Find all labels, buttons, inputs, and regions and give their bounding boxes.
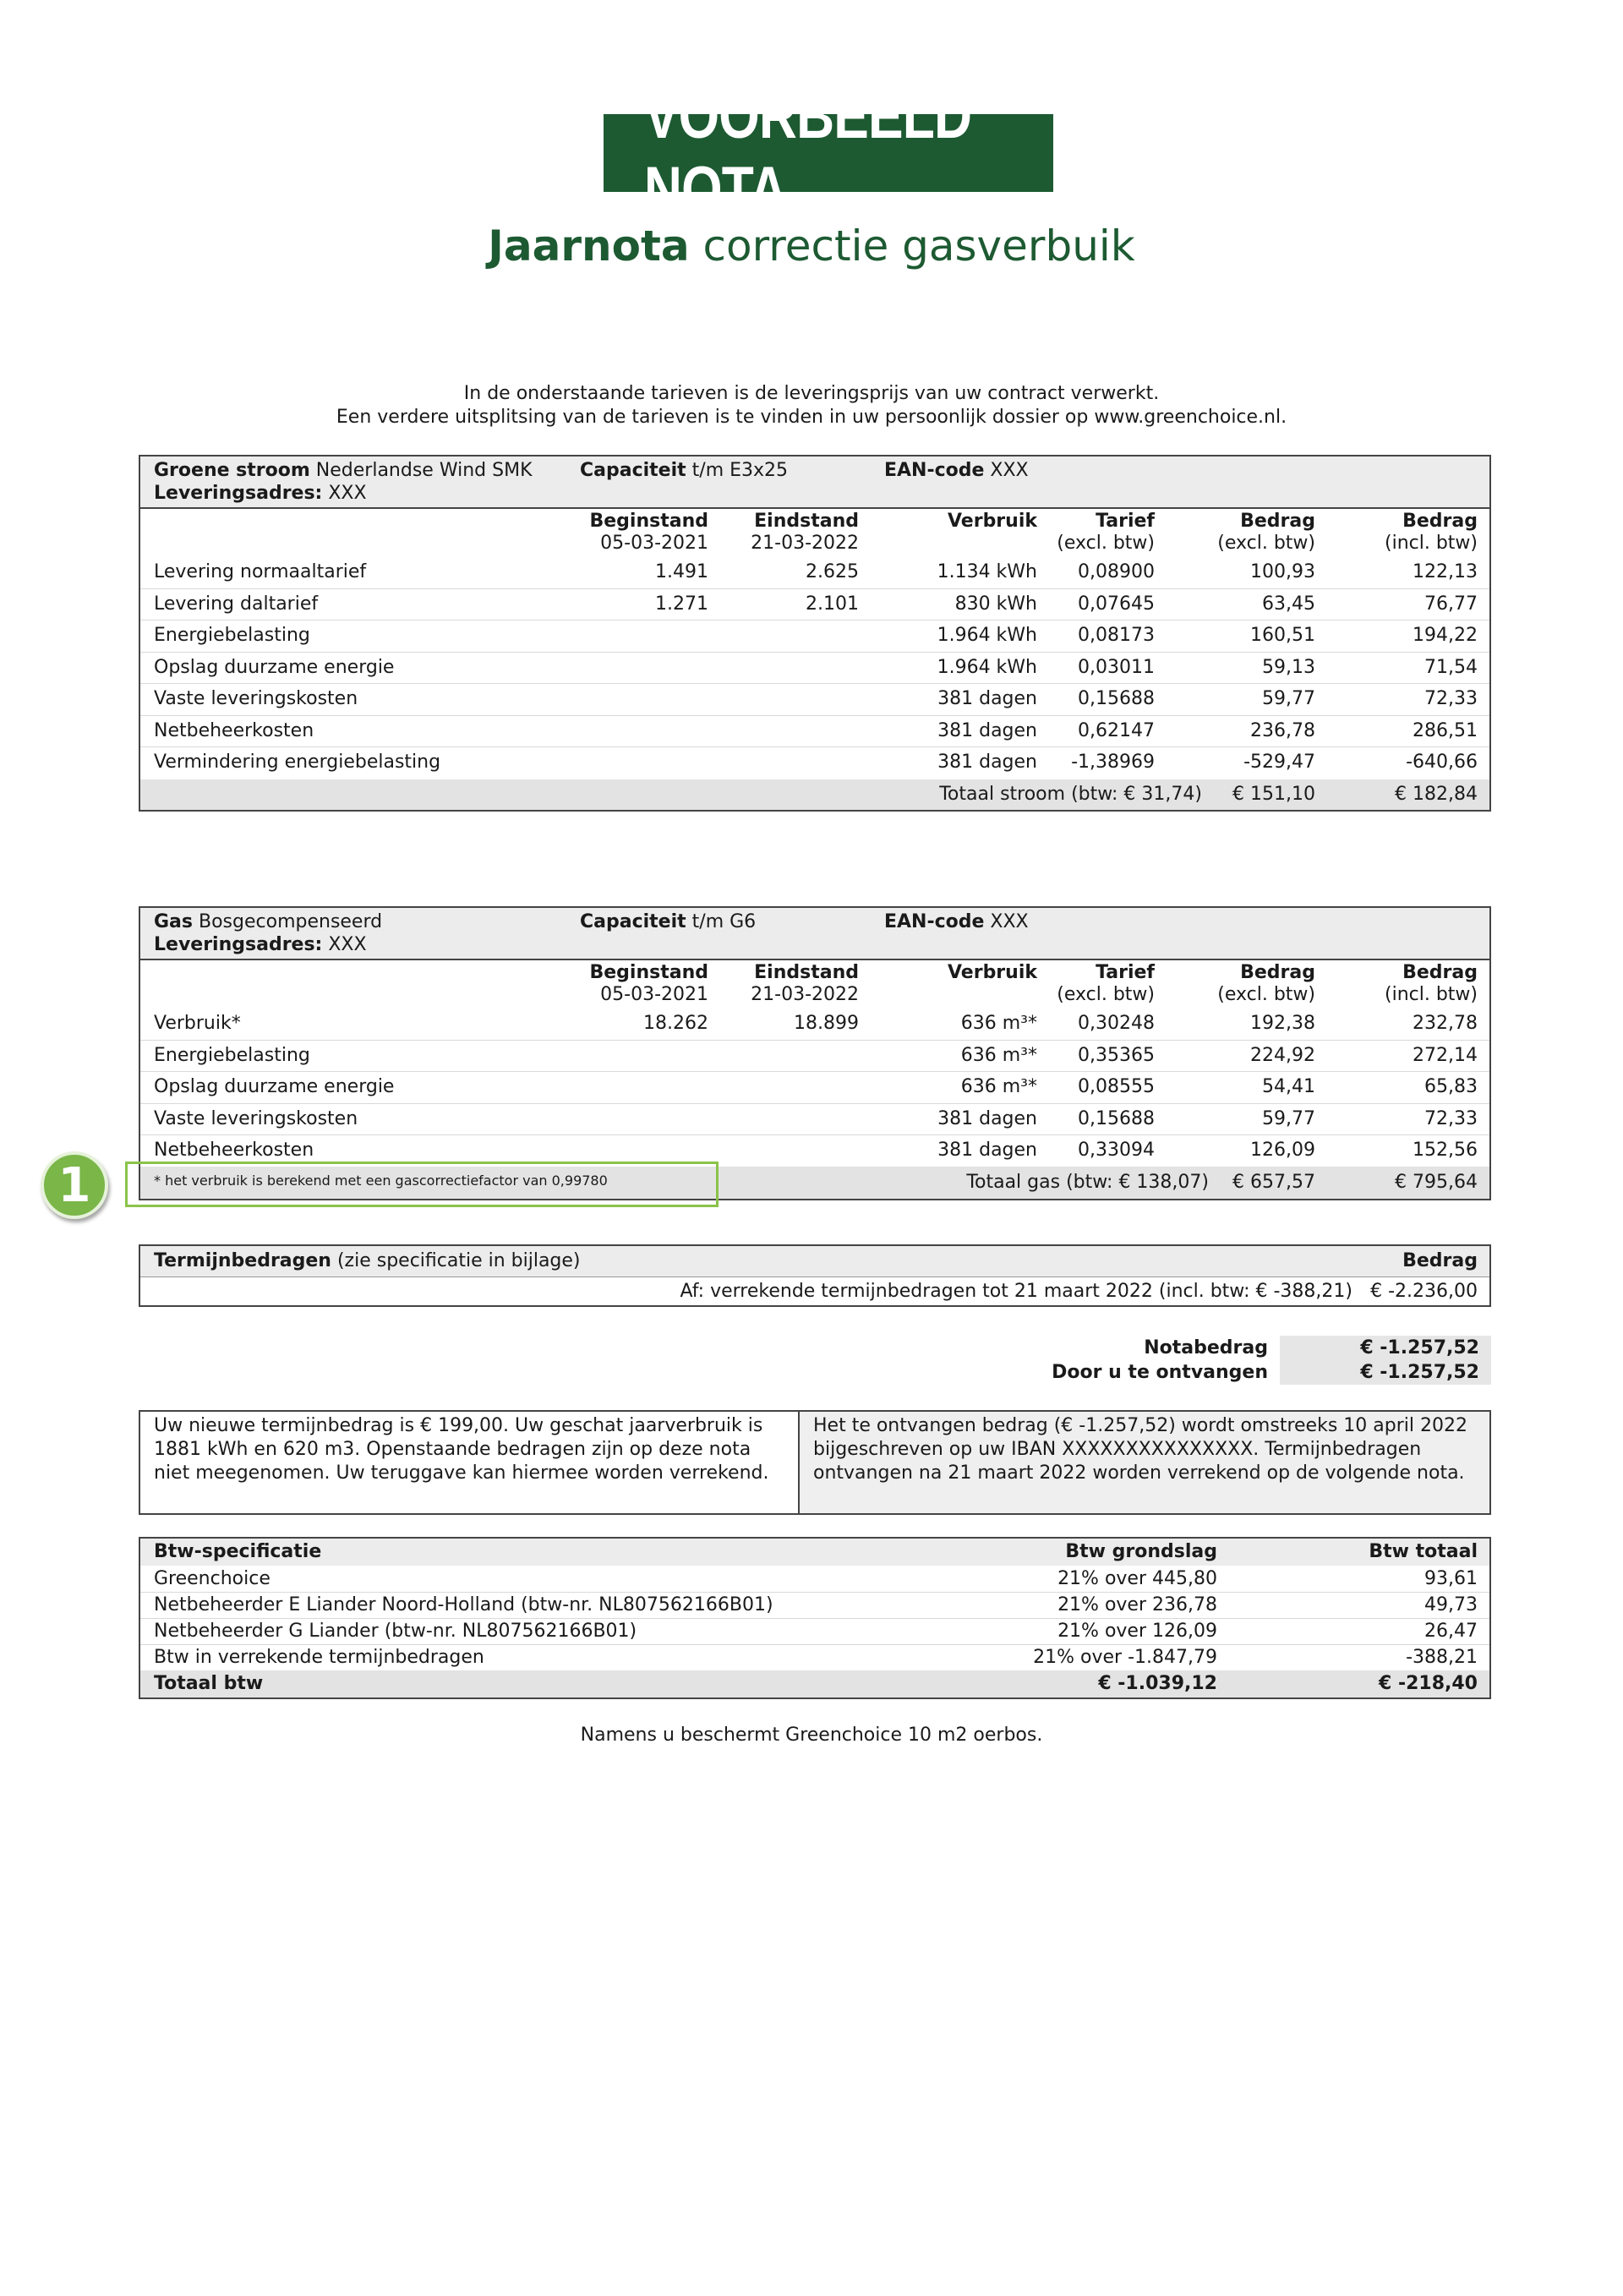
title-bold: Jaarnota <box>488 221 690 271</box>
btw-total-totaal: € -218,40 <box>1379 1673 1478 1694</box>
notabedrag-label: Notabedrag <box>1144 1337 1268 1358</box>
gas-col-headers: Beginstand 05-03-2021 Eindstand 21-03-2022 Verbruik Tarief (excl. btw) Bedrag (excl. btw) Bedrag (incl. btw) <box>589 962 1478 1005</box>
stroom-capaciteit: Capaciteit t/m E3x25 <box>580 460 789 481</box>
banner-text: VOORBEELD NOTA <box>643 80 972 226</box>
btw-table <box>139 1537 1491 1699</box>
gas-adres: Leveringsadres: XXX <box>154 934 367 955</box>
table-row: Energiebelasting 636 m³* 0,35365 224,92 272,14 <box>140 1040 1489 1073</box>
col-eind-date: 21-03-2022 <box>751 533 859 554</box>
voorbeeld-nota-banner <box>604 80 1053 226</box>
btw-title: Btw-specificatie <box>154 1541 322 1562</box>
table-row: Verbruik* 18.262 18.899 636 m³* 0,30248 192,38 232,78 <box>140 1008 1489 1041</box>
stroom-rows <box>140 556 1489 779</box>
gas-total-label: Totaal gas (btw: € 138,07) <box>966 1172 1209 1193</box>
intro-line-2: Een verdere uitsplitsing van de tarieven is te vinden in uw persoonlijk dossier op www.greenchoice.nl. <box>336 407 1287 428</box>
table-row: Levering normaaltarief 1.491 2.625 1.134 kWh 0,08900 100,93 122,13 <box>140 556 1489 589</box>
table-row: Vaste leveringskosten 381 dagen 0,15688 59,77 72,33 <box>140 1103 1489 1136</box>
gas-capaciteit: Capaciteit t/m G6 <box>580 911 757 932</box>
table-row: Netbeheerkosten 381 dagen 0,33094 126,09 152,56 <box>154 1140 1478 1161</box>
col-begin: Beginstand <box>589 511 708 532</box>
termijn-title: Termijnbedragen (zie specificatie in bijlage) <box>154 1250 581 1271</box>
annotation-marker: 1 <box>41 1151 108 1219</box>
table-row: Vaste leveringskosten 381 dagen 0,15688 59,77 72,33 <box>140 683 1489 716</box>
col-eind: Eindstand <box>754 511 859 532</box>
col-tarief-sub: (excl. btw) <box>1057 533 1155 554</box>
stroom-total-row <box>140 779 1489 810</box>
table-row: Greenchoice 21% over 445,80 93,61 <box>140 1566 1489 1593</box>
termijn-header <box>140 1246 1489 1277</box>
title-rest: correctie gasverbuik <box>689 221 1135 271</box>
termijn-message: Uw nieuwe termijnbedrag is € 199,00. Uw geschat jaarverbruik is 1881 kWh en 620 m3. Openstaande bedragen zijn op deze nota niet meegenomen. Uw teruggave kan hiermee worden verrekend. <box>140 1412 800 1513</box>
table-row: Netbeheerder E Liander Noord-Holland (btw-nr. NL807562166B01) 21% over 236,78 49,73 <box>140 1592 1489 1619</box>
col-bedrag-ex: Bedrag <box>1240 511 1315 532</box>
intro-line-1: In de onderstaande tarieven is de leveringsprijs van uw contract verwerkt. <box>463 383 1160 404</box>
btw-total-label: Totaal btw <box>154 1673 264 1694</box>
termijn-bedrag-header: Bedrag <box>1402 1250 1478 1271</box>
stroom-total-label: Totaal stroom (btw: € 31,74) <box>939 784 1202 805</box>
nota-summary <box>981 1336 1491 1386</box>
stroom-total-ex: € 151,10 <box>1232 784 1315 805</box>
btw-col-grondslag: Btw grondslag <box>1065 1541 1217 1562</box>
col-bedrag-in-sub: (incl. btw) <box>1385 533 1478 554</box>
table-row: Levering daltarief 1.271 2.101 830 kWh 0,07645 63,45 76,77 <box>140 588 1489 621</box>
footer-text: Namens u beschermt Greenchoice 10 m2 oerbos. <box>580 1725 1043 1746</box>
gas-product: Gas Bosgecompenseerd <box>154 911 383 932</box>
stroom-adres: Leveringsadres: XXX <box>154 483 367 504</box>
table-row: Opslag duurzame energie 636 m³* 0,08555 54,41 65,83 <box>140 1071 1489 1104</box>
stroom-total-in: € 182,84 <box>1395 784 1478 805</box>
btw-header <box>140 1539 1489 1566</box>
col-begin-date: 05-03-2021 <box>600 533 708 554</box>
col-bedrag-ex-sub: (excl. btw) <box>1217 533 1315 554</box>
btw-col-totaal: Btw totaal <box>1369 1541 1478 1562</box>
btw-total-row <box>140 1670 1489 1697</box>
termijn-line: Af: verrekende termijnbedragen tot 21 maart 2022 (incl. btw: € -388,21) <box>680 1281 1352 1302</box>
table-row: Vermindering energiebelasting 381 dagen -1,38969 -529,47 -640,66 <box>154 752 1478 773</box>
table-row: Opslag duurzame energie 1.964 kWh 0,03011 59,13 71,54 <box>140 652 1489 685</box>
col-verbruik: Verbruik <box>947 511 1037 532</box>
table-row: Btw in verrekende termijnbedragen 21% over -1.847,79 -388,21 <box>154 1647 1478 1668</box>
stroom-col-headers <box>140 507 1489 556</box>
messages-box <box>139 1410 1491 1515</box>
table-row: Energiebelasting 1.964 kWh 0,08173 160,51 194,22 <box>140 620 1489 653</box>
col-bedrag-in: Bedrag <box>1402 511 1478 532</box>
gas-footnote: * het verbruik is berekend met een gascorrectiefactor van 0,99780 <box>154 1173 608 1189</box>
table-row: Netbeheerkosten 381 dagen 0,62147 236,78 286,51 <box>140 715 1489 748</box>
gas-ean: EAN-code XXX <box>884 911 1029 932</box>
page-title <box>0 221 1623 271</box>
col-tarief: Tarief <box>1096 511 1155 532</box>
gas-total-ex: € 657,57 <box>1232 1172 1315 1193</box>
gas-total-in: € 795,64 <box>1395 1172 1478 1193</box>
gas-table <box>139 906 1491 1200</box>
payment-message: Het te ontvangen bedrag (€ -1.257,52) wordt omstreeks 10 april 2022 bijgeschreven op uw IBAN XXXXXXXXXXXXXXX. Termijnbedragen ontvangen na 21 maart 2022 worden verrekend op de volgende nota. <box>800 1412 1489 1513</box>
stroom-header <box>140 456 1489 509</box>
ontvangen-label: Door u te ontvangen <box>1052 1362 1268 1383</box>
intro-text <box>0 382 1623 429</box>
gas-rows <box>140 1008 1489 1167</box>
gas-header <box>140 908 1489 960</box>
table-row: Netbeheerder G Liander (btw-nr. NL807562166B01) 21% over 126,09 26,47 <box>140 1618 1489 1645</box>
termijn-amount: € -2.236,00 <box>1370 1281 1478 1302</box>
notabedrag-value: € -1.257,52 <box>1360 1337 1479 1358</box>
stroom-ean: EAN-code XXX <box>884 460 1029 481</box>
termijn-table <box>139 1244 1491 1307</box>
stroom-table <box>139 455 1491 812</box>
btw-total-grondslag: € -1.039,12 <box>1098 1673 1217 1694</box>
stroom-product: Groene stroom Nederlandse Wind SMK <box>154 460 533 481</box>
footnote-highlight <box>125 1162 719 1207</box>
btw-rows <box>140 1566 1489 1670</box>
ontvangen-value: € -1.257,52 <box>1360 1362 1479 1383</box>
